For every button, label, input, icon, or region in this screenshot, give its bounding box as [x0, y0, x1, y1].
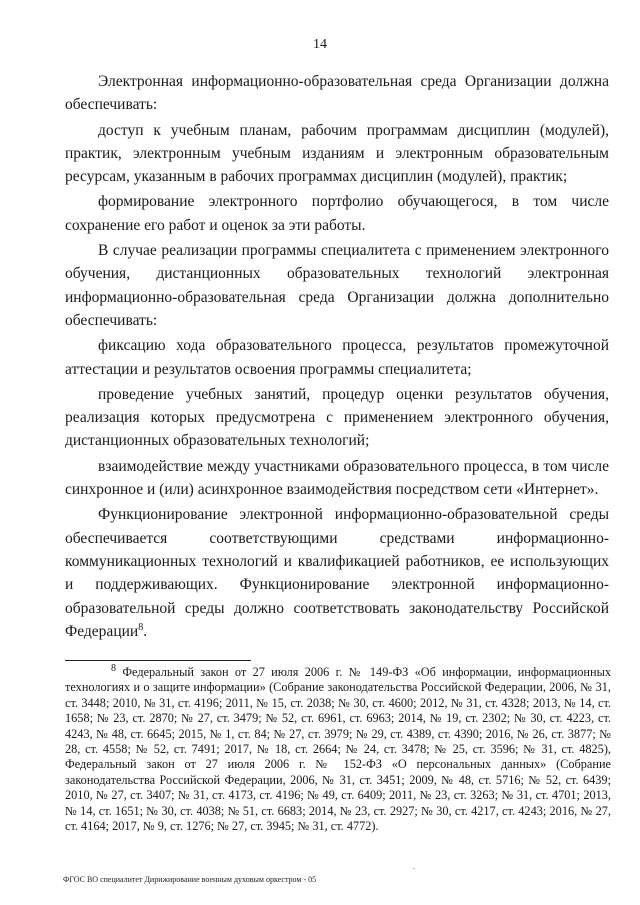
main-text — [65, 70, 609, 645]
footnote-marker: 8 — [111, 662, 116, 674]
paragraph: взаимодействие между участниками образовательного процесса, в том числе синхронное и (или) асинхронное взаимодействия посредством сети «Интернет». — [65, 457, 609, 499]
page-number: 14 — [313, 37, 327, 52]
paragraph-text: Функционирование электронной информационно-образовательной среды обеспечивается соответствующими средствами информационно-коммуникационных технологий и квалификацией работников, ее использующих и поддерживающих. Функционирование электронной информационно-образовательной среды должно соответствовать законодательству Российской Федерации — [65, 506, 609, 640]
paragraph-end-period: . — [143, 622, 148, 640]
footnote-reference: 8 — [138, 621, 144, 633]
scan-mark: . — [413, 862, 415, 871]
paragraph: доступ к учебным планам, рабочим программам дисциплин (модулей), практик, электронным учебным изданиям и электронным образовательным ресурсам, указанным в рабочих программах дисциплин (модулей), практик; — [65, 121, 609, 186]
paragraph: формирование электронного портфолио обучающегося, в том числе сохранение его работ и оценок за эти работы. — [65, 193, 609, 234]
page-footer: ФГОС ВО специалитет Дирижирование военным духовым оркестром - 05 — [63, 875, 317, 884]
footnote — [65, 662, 612, 834]
paragraph: фиксацию хода образовательного процесса, результатов промежуточной аттестации и результатов освоения программы специалитета; — [65, 337, 609, 378]
paragraph-with-footnote — [65, 503, 609, 643]
paragraph: проведение учебных занятий, процедур оценки результатов обучения, реализация которых предусмотрена с применением электронного обучения, дистанционных образовательных технологий; — [65, 385, 609, 450]
footnote-separator — [65, 660, 251, 661]
paragraph: В случае реализации программы специалитета с применением электронного обучения, дистанционных образовательных технологий электронная информационно-образовательная среда Организации должна дополнительно обеспечивать: — [65, 242, 609, 329]
footnote-text: Федеральный закон от 27 июля 2006 г. № 149-ФЗ «Об информации, информационных технологиях и о защите информации» (Собрание законодательства Российской Федерации, 2006, № 31, ст. 3448; 2010, № 31, ст. 4196; 2011, № 15, ст. 2038; № 30, ст. 4600; 2012, № 31, ст. 4328; 2013, № 14, ст. 1658; № 23, ст. 2870; № 27, ст. 3479; № 52, ст. 6961, ст. 6963; 2014, № 19, ст. 2302; № 30, ст. 4223, ст. 4243, № 48, ст. 6645; 2015, № 1, ст. 84; № 27, ст. 3979; № 29, ст. 4389, ст. 4390; 2016, № 26, ст. 3877; № 28, ст. 4558; № 52, ст. 7491; 2017, № 18, ст. 2664; № 24, ст. 3478; № 25, ст. 3596; № 31, ст. 4825), Федеральный закон от 27 июля 2006 г. № 152-ФЗ «О персональных данных» (Собрание законодательства Российской Федерации, 2006, № 31, ст. 3451; 2009, № 48, ст. 5716; № 52, ст. 6439; 2010, № 27, ст. 3407; № 31, ст. 4173, ст. 4196; № 49, ст. 6409; 2011, № 23, ст. 3263; № 31, ст. 4701; 2013, № 14, ст. 1651; № 30, ст. 4038; № 51, ст. 6683; 2014, № 23, ст. 2927; № 30, ст. 4217, ст. 4243; 2016, № 27, ст. 4164; 2017, № 9, ст. 1276; № 27, ст. 3945; № 31, ст. 4772). — [65, 665, 612, 834]
paragraph: Электронная информационно-образовательная среда Организации должна обеспечивать: — [65, 73, 609, 114]
